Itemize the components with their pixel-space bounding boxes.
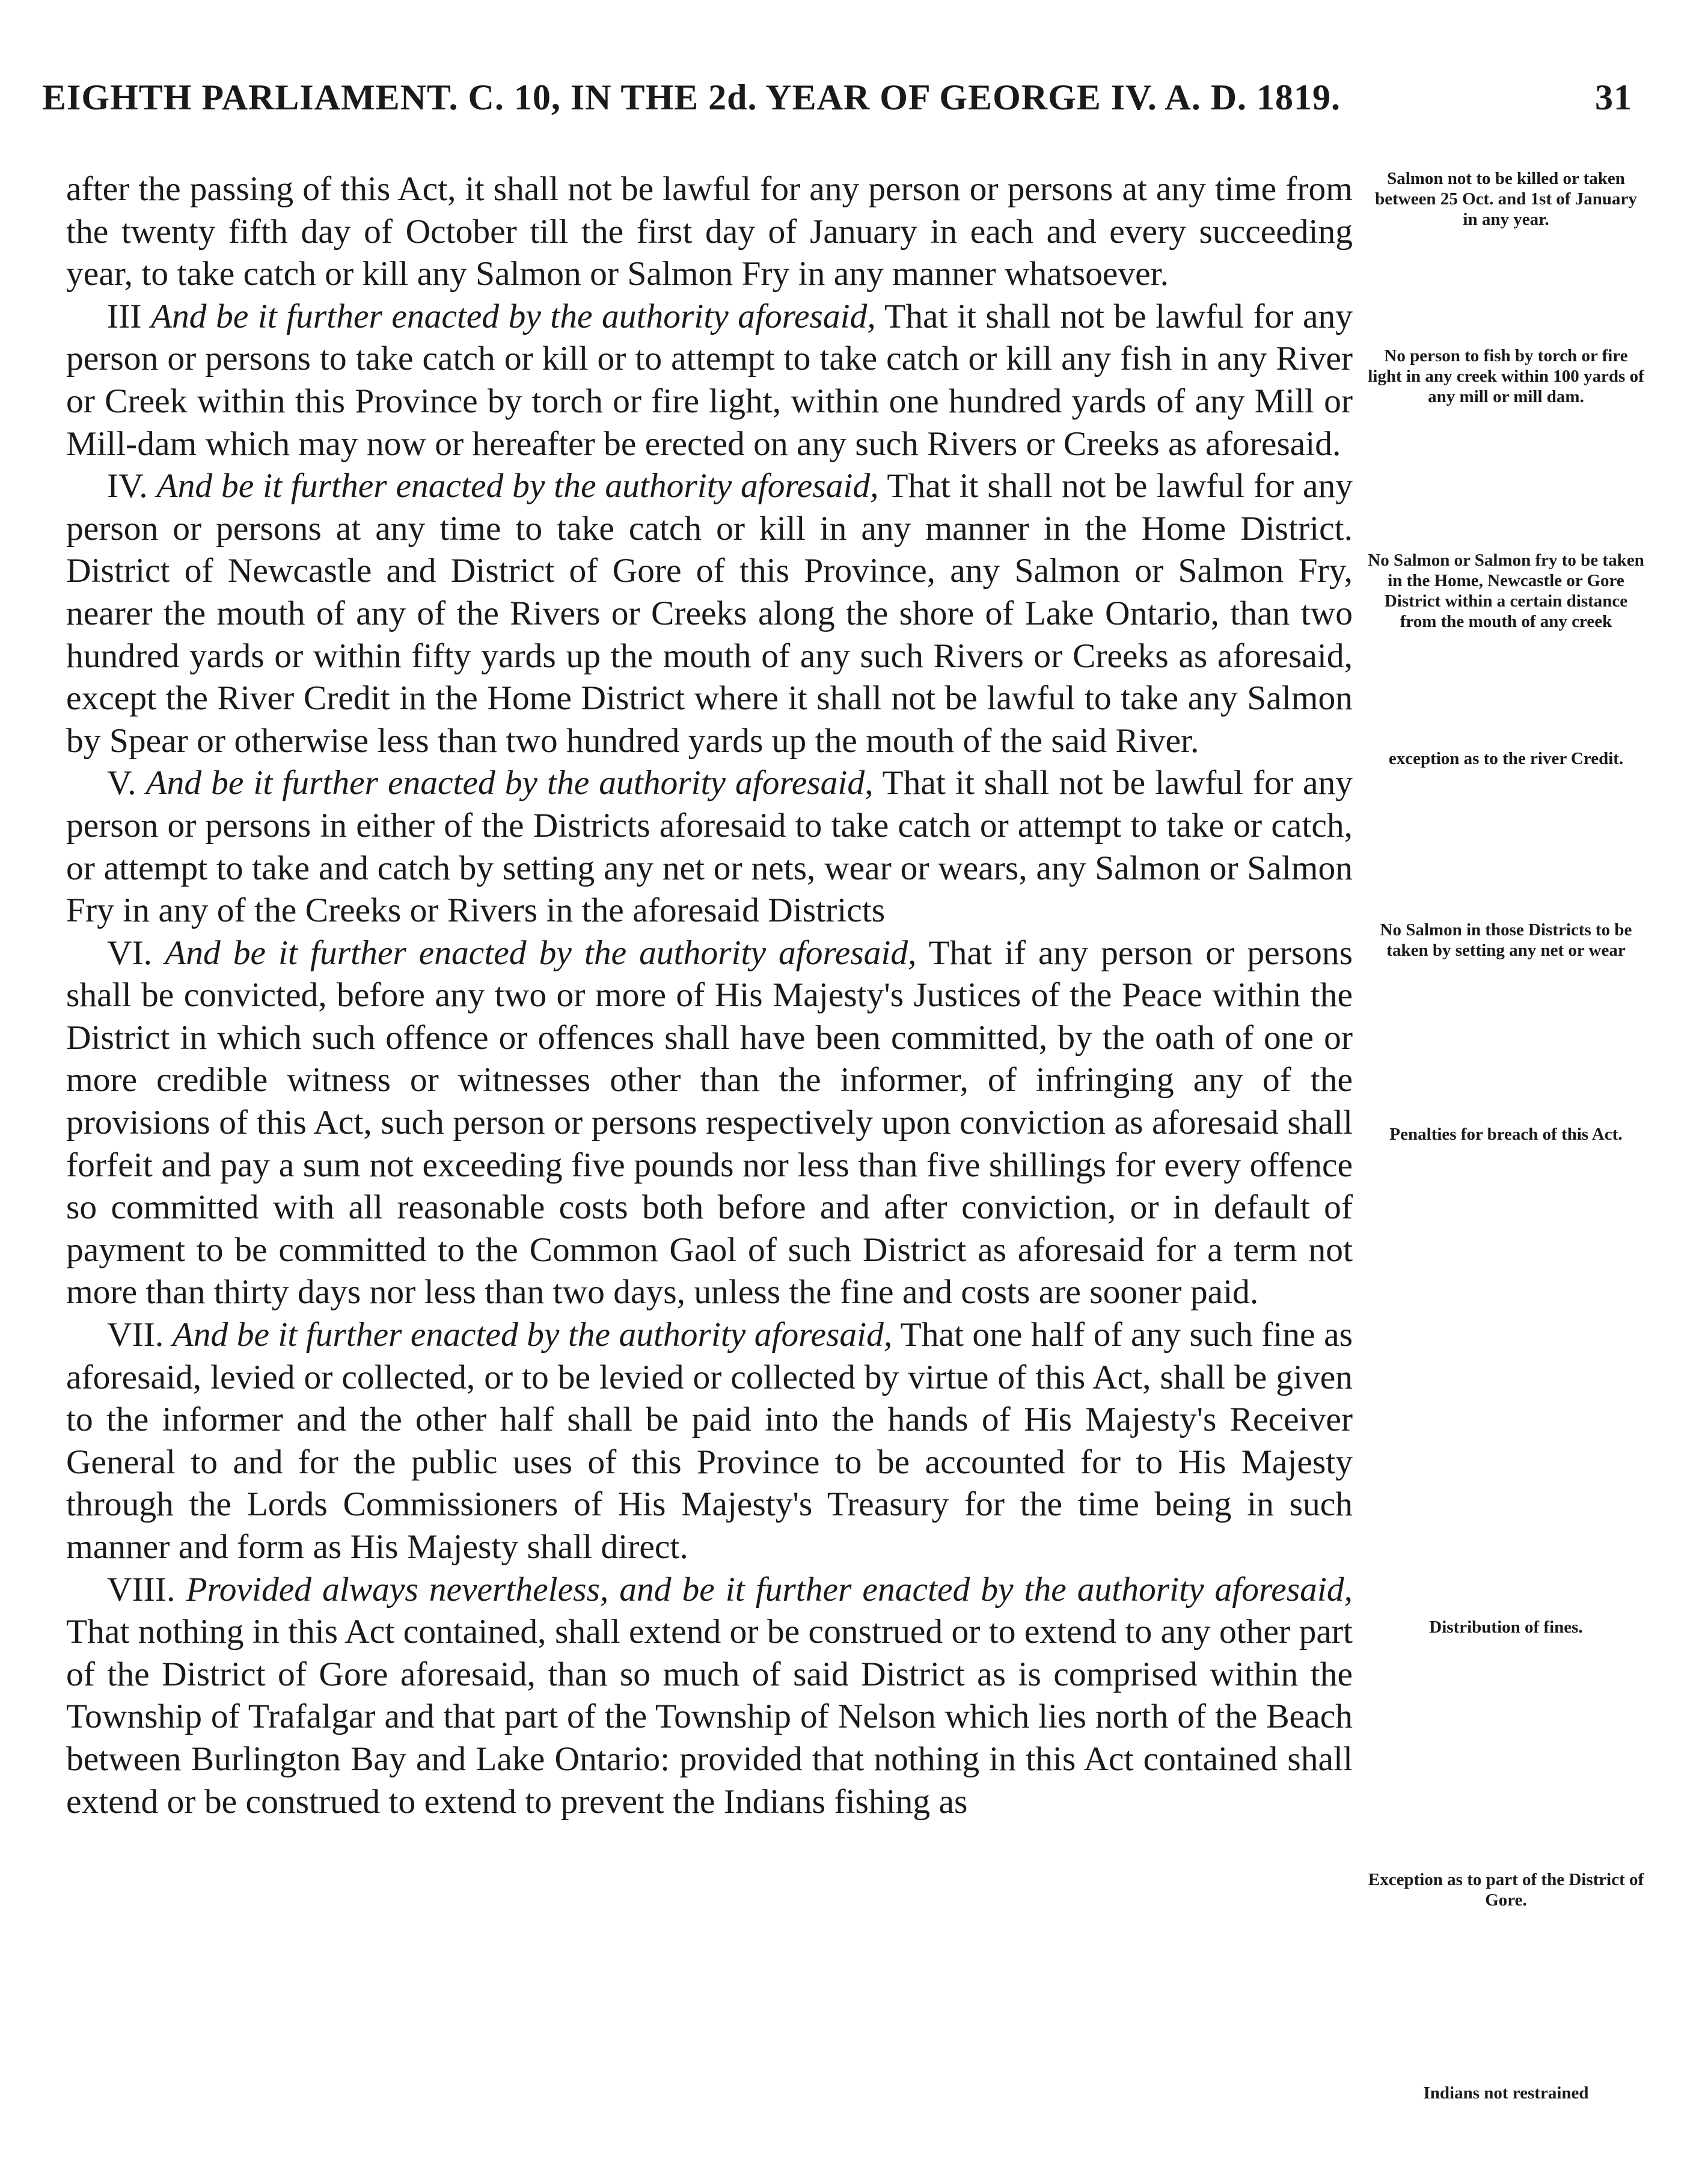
margin-note: Exception as to part of the District of Gore.: [1368, 1870, 1644, 1910]
margin-note: No person to fish by torch or fire light in any creek within 100 yards of any mill or mill dam.: [1368, 346, 1644, 406]
enacting-clause: And be it further enacted by the authority aforesaid,: [172, 1316, 893, 1354]
section-5: [66, 762, 1353, 932]
enacting-clause: And be it further enacted by the authority aforesaid,: [145, 764, 874, 802]
paragraph-continued: [66, 168, 1353, 296]
section-number: VI.: [107, 934, 153, 972]
margin-note: exception as to the river Credit.: [1388, 749, 1624, 768]
paragraph-text: That it shall not be lawful for any person or persons at any time to take catch or kill in any manner in the Home District. District of Newcastle and District of Gore of this Province, any Salmon or Salmon Fry, nearer the mouth of any of the Rivers or Creeks along the shore of Lake Ontario, than two hundred yards or within fifty yards up the mouth of any such Rivers or Creeks as aforesaid, except the River Credit in the Home District where it shall not be lawful to take any Salmon by Spear or otherwise less than two hundred yards up the mouth of the said River.: [66, 467, 1353, 760]
section-3: [66, 296, 1353, 465]
margin-note: No Salmon or Salmon fry to be taken in the Home, Newcastle or Gore District within a certain distance from the mouth of any creek: [1368, 551, 1644, 631]
section-number: V.: [107, 764, 136, 802]
margin-note: Distribution of fines.: [1429, 1618, 1583, 1637]
running-title: EIGHTH PARLIAMENT. C. 10, IN THE 2d. YEAR OF GEORGE IV. A. D. 1819.: [42, 78, 1341, 117]
paragraph-text: after the passing of this Act, it shall not be lawful for any person or persons at any time from the twenty fifth day of October till the first day of January in each and every succeeding year, to take catch or kill any Salmon or Salmon Fry in any manner whatsoever.: [66, 170, 1353, 293]
section-8: [66, 1569, 1353, 1824]
body-text: [66, 168, 1353, 1823]
section-number: IV.: [107, 467, 148, 506]
paragraph-text: That one half of any such fine as aforesaid, levied or collected, or to be levied or collected by virtue of this Act, shall be given to the informer and the other half shall be paid into the hands of His Majesty's Receiver General to and for the public uses of this Province to be accounted for to His Majesty through the Lords Commissioners of His Majesty's Treasury for the time being in such manner and form as His Majesty shall direct.: [66, 1316, 1353, 1566]
enacting-clause: And be it further enacted by the authority aforesaid,: [165, 934, 917, 972]
enacting-clause: And be it further enacted by the authority aforesaid,: [150, 297, 876, 335]
margin-note: Indians not restrained: [1423, 2083, 1589, 2103]
section-7: [66, 1314, 1353, 1569]
margin-note: Salmon not to be killed or taken between 25 Oct. and 1st of January in any year.: [1375, 169, 1637, 229]
section-6: [66, 932, 1353, 1314]
section-number: VIII.: [107, 1570, 176, 1609]
margin-note: Penalties for breach of this Act.: [1389, 1125, 1623, 1144]
margin-note: No Salmon in those Districts to be taken by setting any net or wear: [1380, 920, 1632, 960]
section-number: VII.: [107, 1316, 164, 1354]
page-number: 31: [1595, 78, 1632, 117]
enacting-clause: And be it further enacted by the authority aforesaid,: [156, 467, 879, 506]
paragraph-text: That it shall not be lawful for any person or persons to take catch or kill or to attempt to take catch or kill any fish in any River or Creek within this Province by torch or fire light, within one hundred yards of any Mill or Mill-dam which may now or hereafter be erected on any such Rivers or Creeks as aforesaid.: [66, 297, 1353, 463]
page-header: [42, 77, 1632, 131]
paragraph-text: That it shall not be lawful for any person or persons in either of the Districts aforesaid to take catch or attempt to take or catch, or attempt to take and catch by setting any net or nets, wear or wears, any Salmon or Salmon Fry in any of the Creeks or Rivers in the aforesaid Districts: [66, 764, 1353, 930]
paragraph-text: That nothing in this Act contained, shall extend or be construed or to extend to any other part of the District of Gore aforesaid, than so much of said District as is comprised within the Township of Trafalgar and that part of the Township of Nelson which lies north of the Beach between Burlington Bay and Lake Ontario: provided that nothing in this Act contained shall extend or be construed to extend to prevent the Indians fishing as: [66, 1613, 1353, 1821]
paragraph-text: That if any person or persons shall be convicted, before any two or more of His Majesty's Justices of the Peace within the District in which such offence or offences shall have been committed, by the oath of one or more credible witness or witnesses other than the informer, of infringing any of the provisions of this Act, such person or persons respectively upon conviction as aforesaid shall forfeit and pay a sum not exceeding five pounds nor less than five shillings for every offence so committed with all reasonable costs both before and after conviction, or in default of payment to be committed to the Common Gaol of such District as aforesaid for a term not more than thirty days nor less than two days, unless the fine and costs are sooner paid.: [66, 934, 1353, 1312]
enacting-clause: Provided always nevertheless, and be it further enacted by the authority aforesaid,: [186, 1570, 1353, 1609]
section-4: [66, 465, 1353, 762]
section-number: III: [107, 297, 142, 335]
